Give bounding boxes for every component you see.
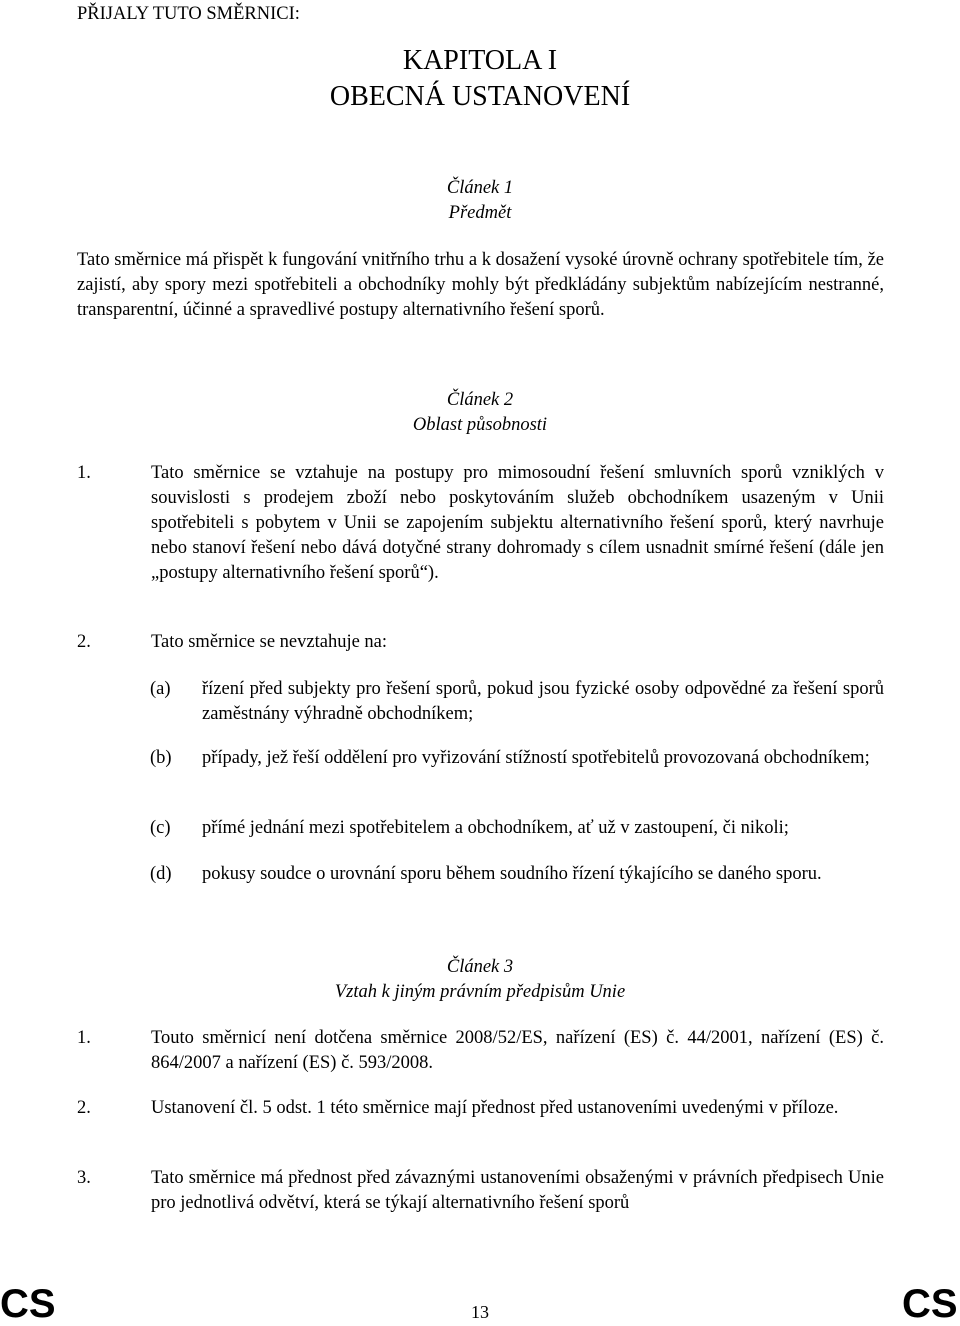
page-number: 13 [471, 1302, 489, 1322]
list-item-label: (a) [150, 679, 171, 699]
article-3-number: Článek 3 [446, 957, 514, 977]
paragraph-number: 2. [77, 632, 91, 652]
list-item-text: přímé jednání mezi spotřebitelem a obchodníkem, ať už v zastoupení, či nikoli; [202, 818, 789, 838]
paragraph-number: 1. [77, 463, 91, 483]
article-3-title: Vztah k jiným právním předpisům Unie [334, 982, 626, 1002]
language-code-right: CS [902, 1282, 958, 1326]
paragraph-text: Tato směrnice se vztahuje na postupy pro mimosoudní řešení smluvních sporů vzniklých v souvislosti s prodejem zboží nebo poskytováním služeb obchodníkem usazeným v Unii spotřebiteli s pobytem v Unii se zapojením subjektu alternativního řešení sporů, který navrhuje nebo stanoví řešení nebo dává dotyčné strany dohromady s cílem usnadnit smírné řešení (dále jen „postupy alternativního řešení sporů“). [151, 463, 884, 583]
list-item-label: (c) [150, 818, 171, 838]
paragraph-number: 2. [77, 1098, 91, 1118]
paragraph-text: Touto směrnicí není dotčena směrnice 2008/52/ES, nařízení (ES) č. 44/2001, nařízení (ES) č. 864/2007 a nařízení (ES) č. 593/2008. [151, 1028, 884, 1073]
list-item-label: (d) [150, 864, 172, 884]
paragraph-text: Tato směrnice se nevztahuje na: [151, 632, 388, 652]
chapter-title: OBECNÁ USTANOVENÍ [329, 81, 631, 112]
paragraph-text: Ustanovení čl. 5 odst. 1 této směrnice mají přednost před ustanoveními uvedenými v příloze. [151, 1098, 839, 1118]
list-item-text: řízení před subjekty pro řešení sporů, pokud jsou fyzické osoby odpovědné za řešení sporů zaměstnány výhradně obchodníkem; [202, 679, 884, 724]
article-2-title: Oblast působnosti [412, 415, 548, 435]
paragraph-text: Tato směrnice má přednost před závaznými ustanoveními obsaženými v právních předpisech Unie pro jednotlivá odvětví, která se týkají alternativního řešení sporů [151, 1168, 884, 1213]
list-item-text: případy, jež řeší oddělení pro vyřizování stížností spotřebitelů provozovaná obchodníkem; [202, 748, 870, 768]
intro-line: PŘIJALY TUTO SMĚRNICI: [77, 4, 300, 24]
paragraph-number: 3. [77, 1168, 91, 1188]
list-item-label: (b) [150, 748, 172, 768]
article-1-title: Předmět [448, 203, 512, 223]
language-code-left: CS [0, 1282, 56, 1326]
chapter-number: KAPITOLA I [402, 45, 558, 76]
article-1-number: Článek 1 [446, 178, 514, 198]
article-2-number: Článek 2 [446, 390, 514, 410]
list-item-text: pokusy soudce o urovnání sporu během soudního řízení týkajícího se daného sporu. [202, 864, 822, 884]
article-1-text: Tato směrnice má přispět k fungování vnitřního trhu a k dosažení vysoké úrovně ochrany spotřebitele tím, že zajistí, aby spory mezi spotřebiteli a obchodníky mohly být předkládány subjektům nabízejícím nestranné, transparentní, účinné a spravedlivé postupy alternativního řešení sporů. [77, 250, 884, 320]
paragraph-number: 1. [77, 1028, 91, 1048]
